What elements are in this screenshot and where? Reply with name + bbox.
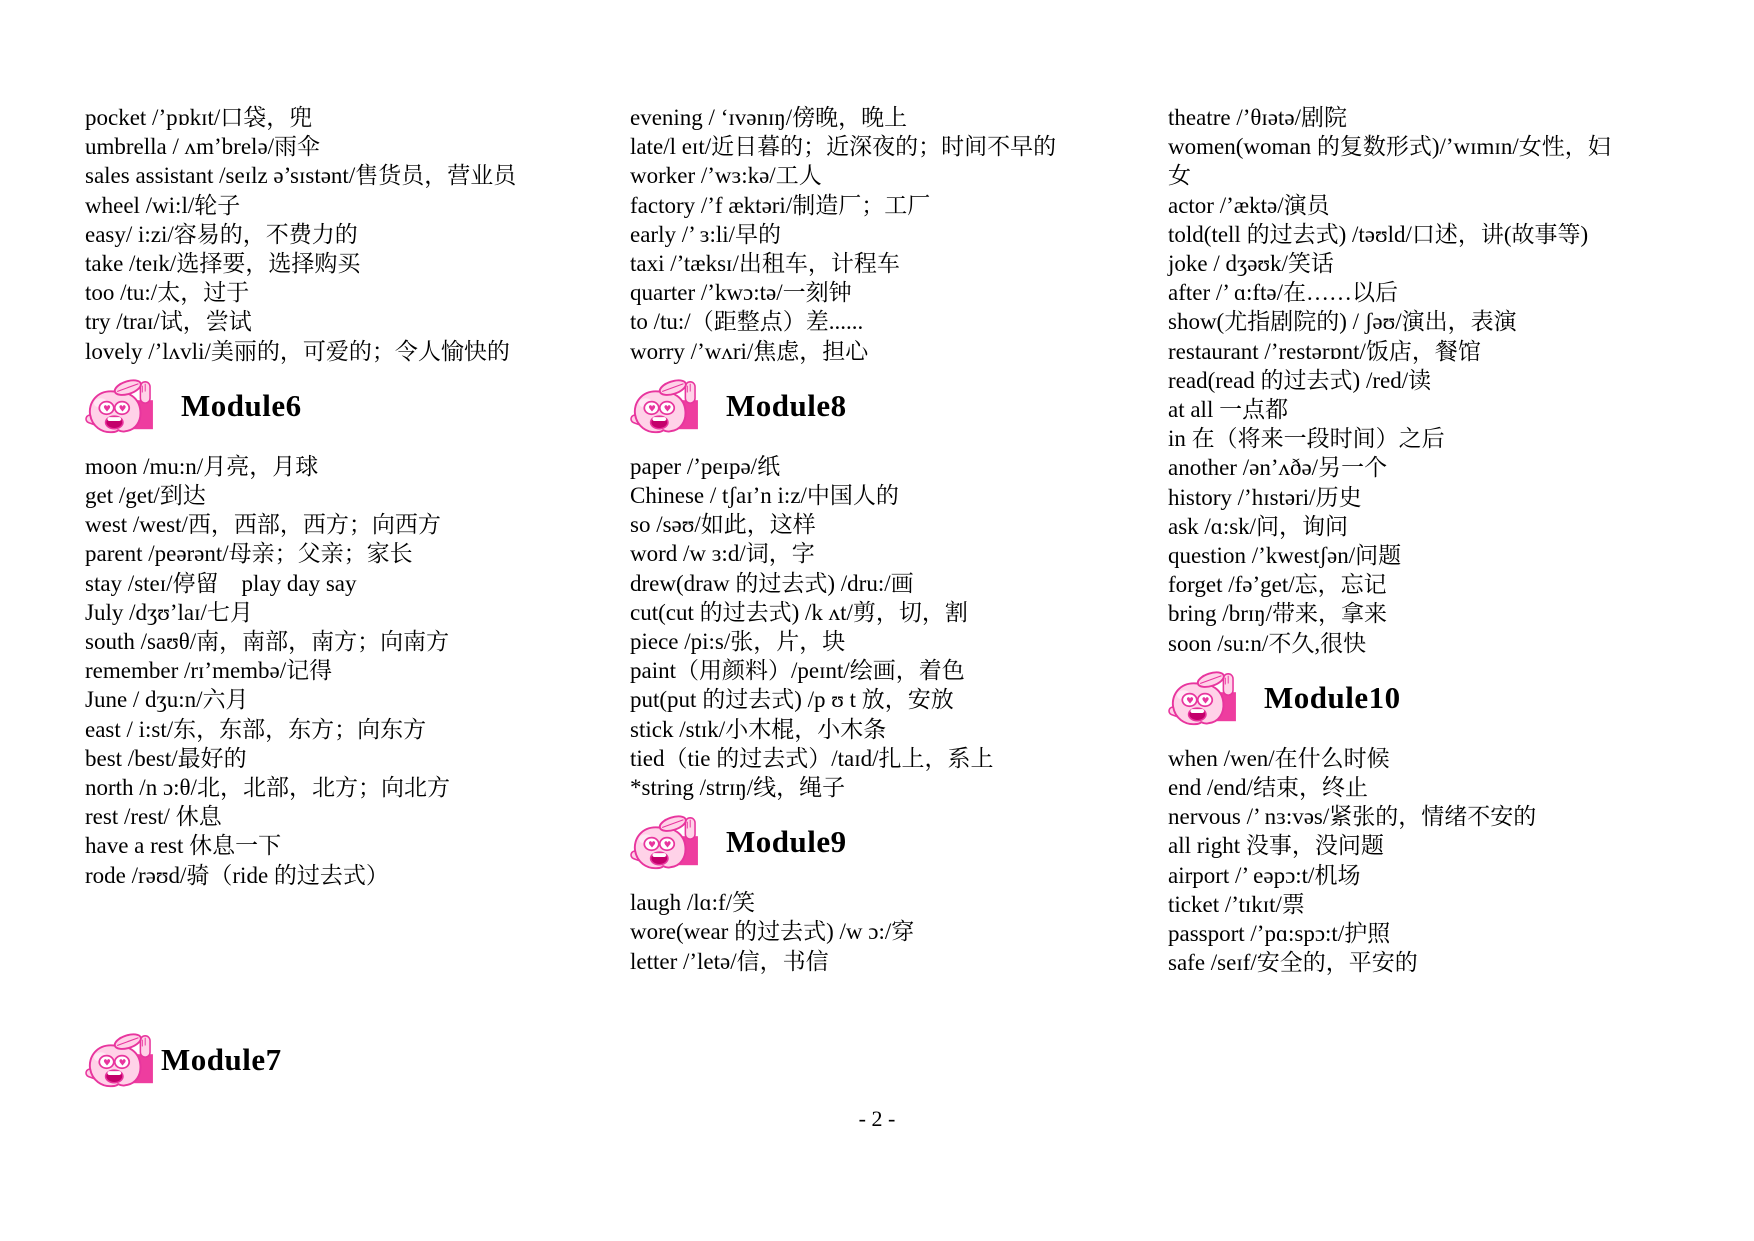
module-heading-module6 bbox=[85, 376, 615, 436]
vocab-entry: July /dʒʊ’laɪ/七月 bbox=[85, 599, 253, 625]
vocab-entry: quarter /’kwɔ:tə/一刻钟 bbox=[630, 280, 852, 306]
vocab-entry: laugh /lɑ:f/笑 bbox=[630, 890, 756, 916]
vocab-entry: Chinese / tʃaɪ’n i:z/中国人的 bbox=[630, 483, 899, 509]
vocab-entry: theatre /’θɪətə/剧院 bbox=[1168, 105, 1347, 130]
apple-cartoon-icon bbox=[1168, 669, 1242, 727]
apple-cartoon-icon bbox=[630, 377, 704, 435]
module-heading-module8 bbox=[630, 376, 1160, 436]
vocab-entry: at all 一点都 bbox=[1168, 397, 1289, 423]
vocab-entry: sales assistant /seɪlz ə’sɪstənt/售货员，营业员 bbox=[85, 163, 517, 189]
vocab-entry: nervous /’ nɜ:vəs/紧张的，情绪不安的 bbox=[1168, 804, 1537, 830]
vocab-entry: east / i:st/东，东部，东方；向东方 bbox=[85, 716, 427, 742]
vocab-block bbox=[630, 888, 1160, 976]
apple-cartoon-icon bbox=[85, 1031, 159, 1089]
vocab-entry: rode /rəʊd/骑（ride 的过去式） bbox=[85, 862, 389, 888]
vocab-entry: lovely /’lʌvli/美丽的，可爱的；令人愉快的 bbox=[85, 338, 510, 364]
vocab-entry: piece /pi:s/张，片，块 bbox=[630, 629, 846, 655]
apple-cartoon-icon bbox=[630, 813, 704, 871]
vocab-entry: wheel /wi:l/轮子 bbox=[85, 192, 241, 218]
vocab-entry: paint（用颜料）/peɪnt/绘画，着色 bbox=[630, 658, 965, 684]
module-heading-label: Module7 bbox=[161, 1041, 282, 1077]
vocab-block bbox=[1168, 744, 1708, 978]
vocab-entry: remember /rɪ’membə/记得 bbox=[85, 658, 333, 684]
vocab-entry: taxi /’tæksɪ/出租车，计程车 bbox=[630, 251, 900, 277]
vocab-entry: word /w ɜ:d/词，字 bbox=[630, 541, 815, 567]
vocab-entry: another /ən’ʌðə/另一个 bbox=[1168, 455, 1388, 481]
vocab-entry: stay /steɪ/停留 play day say bbox=[85, 570, 357, 596]
module-heading-label: Module6 bbox=[181, 387, 302, 423]
vocab-entry: south /saʊθ/南，南部，南方；向南方 bbox=[85, 629, 450, 655]
vocab-entry: put(put 的过去式) /p ʊ t 放，安放 bbox=[630, 687, 954, 713]
vocab-entry: umbrella / ʌm’brelə/雨伞 bbox=[85, 134, 321, 160]
vocab-entry: letter /’letə/信，书信 bbox=[630, 948, 829, 974]
module-heading-label: Module9 bbox=[726, 824, 847, 860]
vocab-entry: when /wen/在什么时候 bbox=[1168, 745, 1390, 771]
vocab-entry: after /’ ɑ:ftə/在……以后 bbox=[1168, 280, 1399, 306]
module-heading-label: Module8 bbox=[726, 387, 847, 423]
vocab-entry: ticket /’tɪkɪt/票 bbox=[1168, 891, 1305, 917]
column-3 bbox=[1168, 103, 1708, 977]
vocab-entry: stick /stɪk/小木棍，小木条 bbox=[630, 716, 887, 742]
vocab-entry: tied（tie 的过去式）/taɪd/扎上，系上 bbox=[630, 745, 994, 771]
vocab-entry: wore(wear 的过去式) /w ɔ:/穿 bbox=[630, 919, 915, 945]
vocab-block bbox=[85, 103, 615, 366]
vocab-entry: joke / dʒəʊk/笑话 bbox=[1168, 251, 1334, 277]
vocab-entry: ask /ɑ:sk/问，询问 bbox=[1168, 513, 1349, 539]
vocab-block bbox=[630, 103, 1160, 366]
vocab-entry: end /end/结束，终止 bbox=[1168, 775, 1368, 801]
vocab-entry: parent /peərənt/母亲；父亲；家长 bbox=[85, 541, 413, 567]
vocab-entry: history /’hɪstəri/历史 bbox=[1168, 484, 1362, 510]
vocab-entry: paper /’peɪpə/纸 bbox=[630, 453, 781, 479]
vocab-block bbox=[630, 452, 1160, 802]
vocab-entry: cut(cut 的过去式) /k ʌt/剪，切，割 bbox=[630, 599, 968, 625]
module-heading-module7 bbox=[85, 1030, 615, 1090]
vocab-entry: read(read 的过去式) /red/读 bbox=[1168, 367, 1432, 393]
vocab-entry: *string /strɪŋ/线，绳子 bbox=[630, 775, 846, 801]
vocab-entry: pocket /’pɒkɪt/口袋，兜 bbox=[85, 105, 313, 130]
vocab-entry: too /tu:/太，过于 bbox=[85, 280, 250, 306]
vocab-entry: forget /fə’get/忘，忘记 bbox=[1168, 572, 1387, 598]
vocab-entry: so /səʊ/如此，这样 bbox=[630, 512, 816, 538]
vocab-entry: worker /’wɜ:kə/工人 bbox=[630, 163, 822, 189]
module-heading-module9 bbox=[630, 812, 1160, 872]
vocab-entry: safe /seɪf/安全的，平安的 bbox=[1168, 950, 1418, 976]
vocab-entry: worry /’wʌri/焦虑，担心 bbox=[630, 338, 869, 364]
vocab-entry: soon /su:n/不久,很快 bbox=[1168, 630, 1367, 656]
vocab-entry: to /tu:/（距整点）差...... bbox=[630, 309, 864, 335]
vocab-entry: restaurant /’restərɒnt/饭店，餐馆 bbox=[1168, 338, 1481, 364]
vocab-entry: show(尤指剧院的) / ʃəʊ/演出，表演 bbox=[1168, 309, 1517, 335]
vocab-entry: passport /’pɑ:spɔ:t/护照 bbox=[1168, 921, 1391, 947]
vocab-entry: in 在（将来一段时间）之后 bbox=[1168, 426, 1445, 452]
vocab-entry: 女 bbox=[1168, 163, 1191, 189]
page-number: - 2 - bbox=[858, 1106, 896, 1131]
vocab-block bbox=[85, 452, 615, 890]
module-heading-label: Module10 bbox=[1264, 679, 1401, 715]
vocab-entry: all right 没事，没问题 bbox=[1168, 833, 1384, 859]
vocab-entry: have a rest 休息一下 bbox=[85, 833, 282, 859]
vocab-entry: factory /’f æktəri/制造厂；工厂 bbox=[630, 192, 931, 218]
vocab-entry: west /west/西，西部，西方；向西方 bbox=[85, 512, 441, 538]
vocab-entry: told(tell 的过去式) /təʊld/口述，讲(故事等) bbox=[1168, 221, 1589, 247]
vocab-entry: question /’kwestʃən/问题 bbox=[1168, 543, 1402, 569]
vocab-entry: drew(draw 的过去式) /dru:/画 bbox=[630, 570, 914, 596]
vocab-entry: airport /’ eəpɔ:t/机场 bbox=[1168, 862, 1361, 888]
vocab-entry: moon /mu:n/月亮，月球 bbox=[85, 453, 319, 479]
vocab-entry: north /n ɔ:θ/北，北部，北方；向北方 bbox=[85, 775, 450, 801]
vocab-entry: evening / ‘ɪvənɪŋ/傍晚，晚上 bbox=[630, 105, 908, 130]
vocab-entry: June / dʒu:n/六月 bbox=[85, 687, 249, 713]
vocab-entry: women(woman 的复数形式)/’wɪmɪn/女性，妇 bbox=[1168, 134, 1611, 160]
apple-cartoon-icon bbox=[85, 377, 159, 435]
vocab-entry: easy/ i:zi/容易的，不费力的 bbox=[85, 221, 358, 247]
vocab-entry: get /get/到达 bbox=[85, 483, 206, 509]
vocab-entry: bring /brɪŋ/带来，拿来 bbox=[1168, 601, 1388, 627]
vocab-entry: best /best/最好的 bbox=[85, 745, 247, 771]
column-1 bbox=[85, 103, 615, 1106]
vocab-entry: early /’ ɜ:li/早的 bbox=[630, 221, 782, 247]
vocab-entry: try /traɪ/试，尝试 bbox=[85, 309, 252, 335]
vocab-block bbox=[1168, 103, 1708, 658]
vocab-entry: actor /’æktə/演员 bbox=[1168, 192, 1330, 218]
vocab-entry: take /teɪk/选择要，选择购买 bbox=[85, 251, 361, 277]
vocab-entry: late/l eɪt/近日暮的；近深夜的；时间不早的 bbox=[630, 134, 1057, 160]
column-2 bbox=[630, 103, 1160, 976]
vocab-entry: rest /rest/ 休息 bbox=[85, 804, 222, 830]
module-heading-module10 bbox=[1168, 668, 1708, 728]
